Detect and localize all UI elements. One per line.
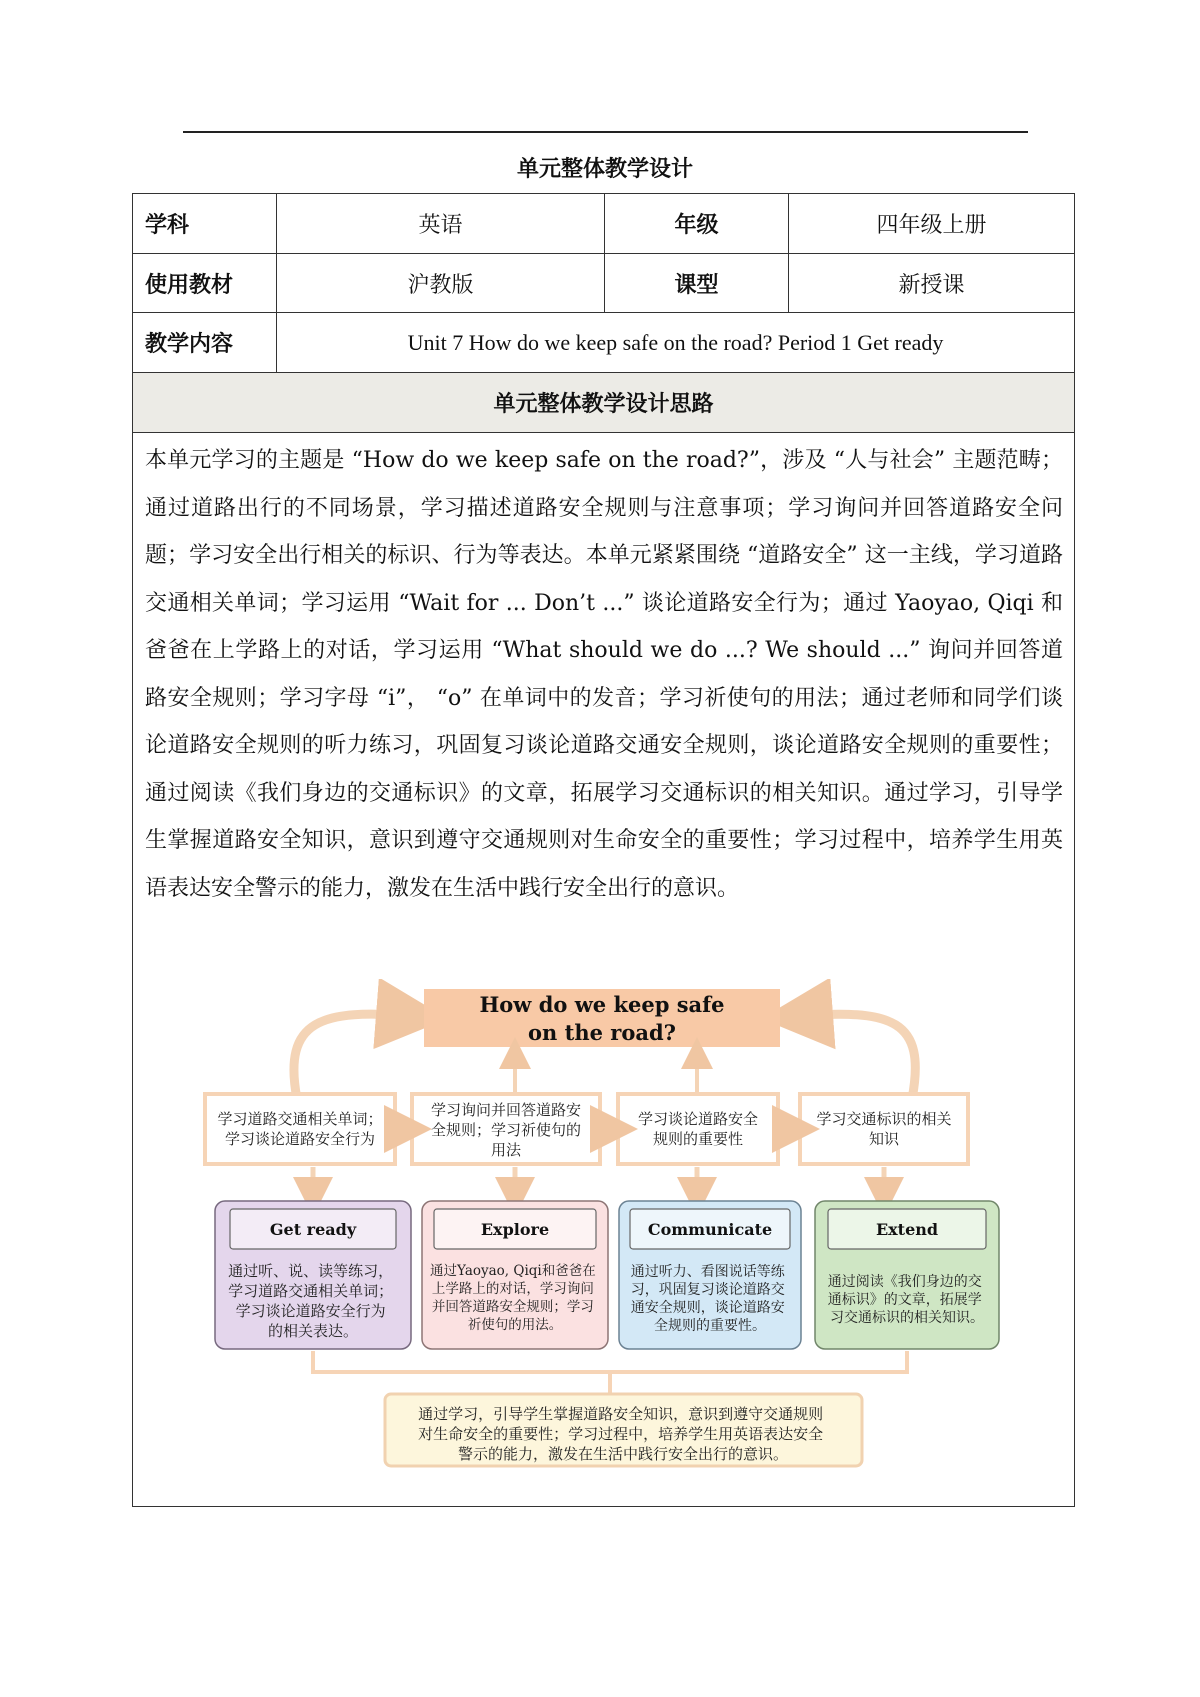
goal-2-line-2: 全规则；学习祈使句的 (430, 1121, 582, 1139)
stage-get-ready (215, 1201, 411, 1349)
content-value: Unit 7 How do we keep safe on the road? Period 1 Get ready (276, 313, 1074, 372)
stage-3-line-3: 通安全规则，谈论道路安 (630, 1300, 785, 1316)
stage-4-line-1: 通过阅读《我们身边的交 (827, 1274, 982, 1290)
subject-value: 英语 (276, 194, 604, 253)
goal-2-line-1: 学习询问并回答道路安 (430, 1101, 582, 1119)
goal-3-line-1: 学习谈论道路安全 (637, 1110, 759, 1128)
stage-3-line-4: 全规则的重要性。 (654, 1318, 766, 1334)
table-row-textbook (133, 254, 1074, 313)
stage-2-line-1: 通过Yaoyao, Qiqi和爸爸在 (429, 1263, 596, 1279)
goal-3-line-2: 规则的重要性 (652, 1130, 744, 1148)
curve-arrow-right (797, 1014, 915, 1099)
section-title: 单元整体教学设计思路 (133, 373, 1074, 432)
lesson-type-value: 新授课 (788, 254, 1074, 312)
table-row-content (133, 313, 1074, 373)
textbook-value: 沪教版 (276, 254, 604, 312)
theme-line-2: on the road? (528, 1020, 676, 1045)
table-row-subject (133, 194, 1074, 254)
stage-3-line-2: 习，巩固复习谈论道路交 (630, 1282, 785, 1298)
stage-1-line-4: 的相关表达。 (267, 1322, 359, 1340)
stage-4-line-2: 通标识》的文章，拓展学 (827, 1292, 982, 1308)
summary-line-3: 警示的能力，激发在生活中践行安全出行的意识。 (457, 1445, 789, 1463)
theme-line-1: How do we keep safe (479, 992, 725, 1017)
document-title: 单元整体教学设计 (516, 157, 693, 182)
summary-bracket (313, 1351, 907, 1372)
stage-3-line-1: 通过听力、看图说话等练 (630, 1264, 785, 1280)
stage-1-line-2: 学习道路交通相关单词； (228, 1282, 394, 1300)
stage-4-name: Extend (875, 1220, 939, 1239)
top-rule (183, 131, 1028, 133)
svg-text:通过阅读《我们身边的交 通标识》的文章，拓展 (828, 1273, 986, 1326)
textbook-label: 使用教材 (145, 272, 234, 298)
stage-1-line-3: 学习谈论道路安全行为 (235, 1302, 386, 1320)
content-label: 教学内容 (145, 332, 234, 357)
goal-boxes (205, 1094, 968, 1164)
goal-1-line-1: 学习道路交通相关单词； (217, 1110, 383, 1128)
stage-1-name: Get ready (269, 1220, 357, 1239)
stage-2-line-3: 并回答道路安全规则；学习 (431, 1299, 594, 1315)
stage-explore (422, 1201, 608, 1349)
grade-value: 四年级上册 (788, 194, 1074, 253)
goal-2-line-3: 用法 (490, 1141, 522, 1159)
grade-label: 年级 (604, 194, 788, 253)
curve-arrow-left (294, 1014, 412, 1099)
design-paragraph (145, 437, 1063, 912)
stage-4-line-3: 习交通标识的相关知识。 (830, 1310, 984, 1326)
stage-3-name: Communicate (647, 1220, 773, 1239)
stage-extend (815, 1201, 999, 1349)
goal-4-line-1: 学习交通标识的相关 (816, 1110, 952, 1128)
stage-communicate (619, 1201, 801, 1349)
stage-2-line-2: 上学路上的对话，学习询问 (431, 1281, 594, 1297)
section-header-row (133, 373, 1074, 433)
goal-4-line-2: 知识 (868, 1130, 900, 1148)
stage-2-name: Explore (480, 1220, 550, 1239)
design-table (132, 193, 1075, 1507)
summary-line-1: 通过学习，引导学生掌握道路安全知识，意识到遵守交通规则 (418, 1405, 824, 1423)
stage-1-line-1: 通过听、说、读等练习， (228, 1262, 394, 1280)
lesson-type-label: 课型 (604, 254, 788, 312)
unit-flow-diagram (132, 979, 1075, 1479)
goal-1-line-2: 学习谈论道路安全行为 (224, 1130, 376, 1148)
summary-line-2: 对生命安全的重要性；学习过程中，培养学生用英语表达安全 (418, 1425, 824, 1443)
svg-text:通过学习，引导学生掌握道路安全知识，意识到遵守交通规则 (418, 1405, 828, 1463)
subject-label: 学科 (145, 213, 190, 238)
paragraph-text: 本单元学习的主题是 “How do we keep safe on the road?”，涉及 “人与社会” 主题范畴；通过道路出行的不同场景，学习描述道路安全规则与注意事项；学习询问并回答道路安全问题；学习安全出行相关的标识、行为等表达。本单元紧紧围绕 “道路安全” 这一主线，学习道路交通相关单词；学习运用 “Wait for ... Don’t ...” 谈论道路安全行为；通过 Yaoyao, Qiqi 和爸爸在上学路上的对话，学习运用 “What should we do ...? We should ...” 询问并回答道路安全规则；学习字母 “i”， “o” 在单词中的发音；学习祈使句的用法；通过老师和同学们谈论道路安全规则的听力练习，巩固复习谈论道路交通安全规则，谈论道路安全规则的重要性；通过阅读《我们身边的交通标识》的文章，拓展学习交通标识的相关知识。通过学习，引导学生掌握道路安全知识，意识到遵守交通规则对生命安全的重要性；学习过程中，培养学生用英语表达安全警示的能力，激发在生活中践行安全出行的意识。 (145, 448, 1063, 901)
stage-2-line-4: 祈使句的用法。 (467, 1317, 563, 1333)
